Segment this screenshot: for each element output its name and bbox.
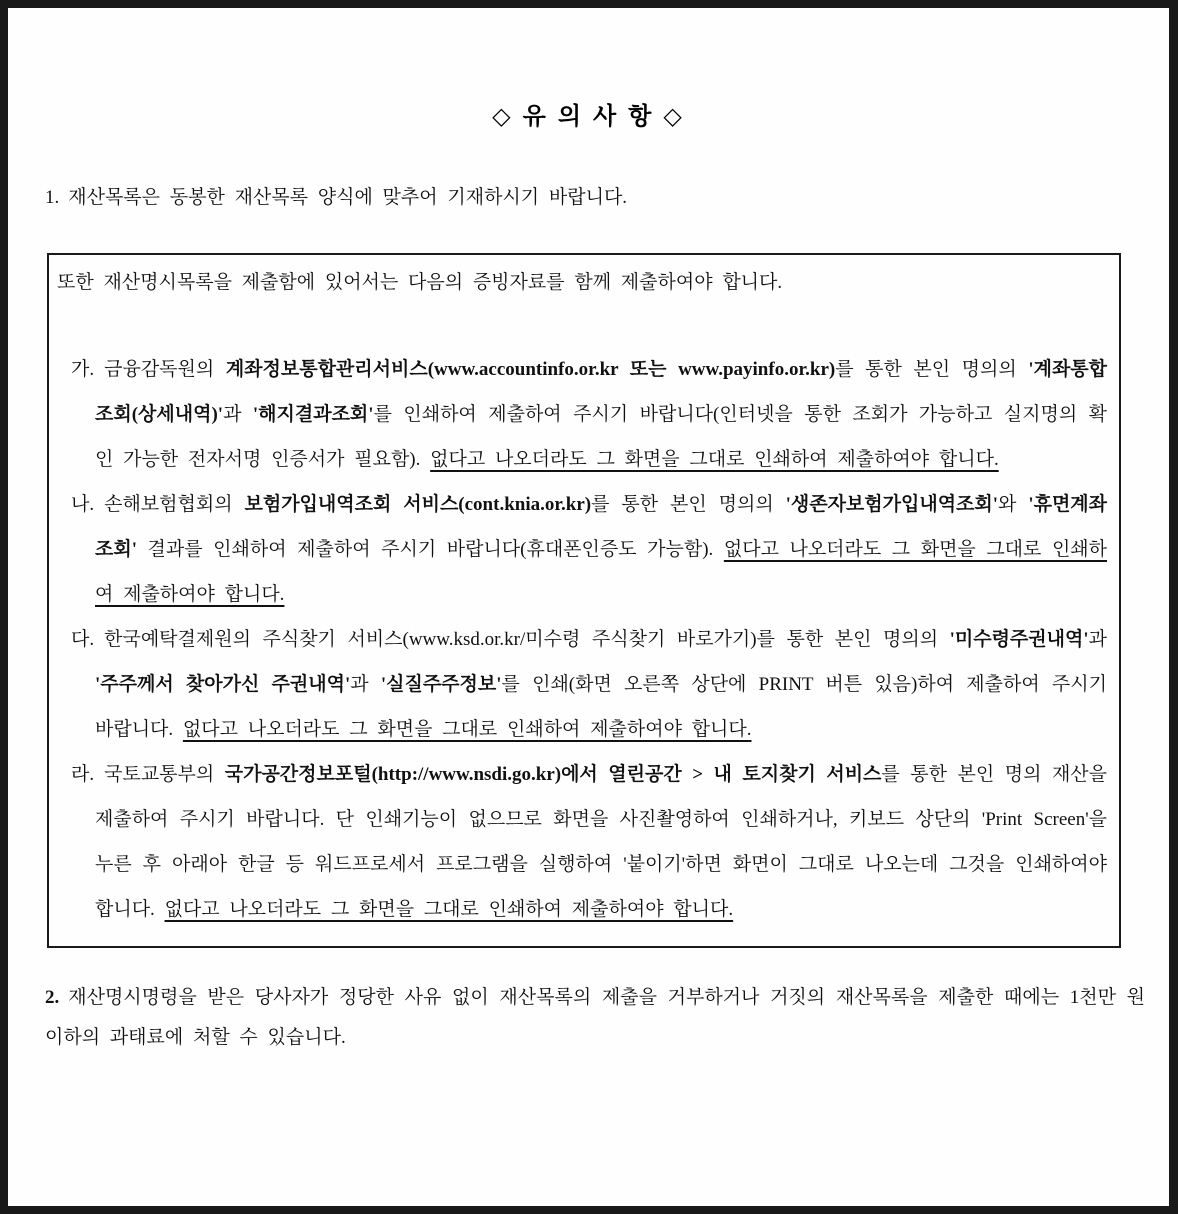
text-segment: '주주께서 찾아가신 주권내역' [95,674,351,695]
text-segment: 를 통한 본인 명의 재산을 제출하여 주시기 바랍니다. 단 인쇄기능이 없으므로 화면을 사진촬영하여 인쇄하거나, 키보드 상단의 'Print Screen'을 누른 후 아래아 한글 등 워드프로세서 프로그램을 실행하여 '붙이기'하면 화면이 그대로 나오는데 그것을 인쇄하여야 합니다. [95,764,1107,920]
text-segment: '미수령주권내역' [949,629,1089,650]
text-segment: '계좌통합조회(상세내역)' [95,359,1108,425]
notice-item-1 [57,347,1107,482]
paragraph-2 [45,978,1145,1058]
text-segment: 를 인쇄(화면 오른쪽 상단에 PRINT 버튼 있음)하여 제출하여 주시기 바랍니다. [95,674,1107,740]
text-segment: 과 [350,674,381,695]
text-segment: 국가공간정보포털(http://www.nsdi.go.kr)에서 열린공간 > 내 토지찾기 서비스 [224,764,882,785]
text-segment: '휴면계좌조회' [95,494,1108,560]
text-segment: 한국예탁결제원의 주식찾기 서비스(www.ksd.or.kr/미수령 주식찾기 바로가기)를 통한 본인 명의의 [104,629,950,650]
text-segment: 과 [1088,629,1107,650]
text-segment: 와 [998,494,1029,515]
text-segment: 국토교통부의 [104,764,225,785]
notice-item-4 [57,752,1107,932]
paragraph-2-text: 재산명시명령을 받은 당사자가 정당한 사유 없이 재산목록의 제출을 거부하거나 거짓의 재산목록을 제출한 때에는 1천만 원 이하의 과태료에 처할 수 있습니다. [45,987,1145,1048]
text-segment: 금융감독원의 [104,359,226,380]
text-segment: '해지결과조회' [252,404,374,425]
text-segment: 없다고 나오더라도 그 화면을 그대로 인쇄하여 제출하여야 합니다. [95,539,1108,605]
document-page [8,8,1169,1206]
notice-box [47,253,1121,948]
text-segment: 과 [223,404,253,425]
notice-item-marker: 나. [71,494,95,515]
notice-item-marker: 가. [71,359,95,380]
text-segment: 를 인쇄하여 제출하여 주시기 바랍니다(인터넷을 통한 조회가 가능하고 실지명의 확인 가능한 전자서명 인증서가 필요함). [95,404,1107,470]
notice-box-intro: 또한 재산명시목록을 제출함에 있어서는 다음의 증빙자료를 함께 제출하여야 합니다. [57,272,783,293]
paragraph-1 [45,183,1124,213]
text-segment: 결과를 인쇄하여 제출하여 주시기 바랍니다(휴대폰인증도 가능함). [137,539,724,560]
paragraph-2-number: 2. [45,987,60,1008]
notice-item-marker: 라. [71,764,95,785]
page-title: ◇ 유 의 사 항 ◇ [492,104,685,130]
notice-item-list [57,347,1107,932]
notice-item-3 [57,617,1107,752]
text-segment: 를 통한 본인 명의의 [835,359,1029,380]
text-segment: 손해보험협회의 [104,494,245,515]
text-segment: 보험가입내역조회 서비스(cont.knia.or.kr) [244,494,592,515]
notice-item-2 [57,482,1107,617]
text-segment: 를 통한 본인 명의의 [591,494,786,515]
text-segment: 없다고 나오더라도 그 화면을 그대로 인쇄하여 제출하여야 합니다. [430,449,999,470]
paragraph-1-text: 재산목록은 동봉한 재산목록 양식에 맞추어 기재하시기 바랍니다. [68,187,628,208]
text-segment: 없다고 나오더라도 그 화면을 그대로 인쇄하여 제출하여야 합니다. [164,899,734,920]
paragraph-1-number: 1. [45,187,60,208]
text-segment: '생존자보험가입내역조회' [785,494,999,515]
text-segment: 없다고 나오더라도 그 화면을 그대로 인쇄하여 제출하여야 합니다. [182,719,752,740]
notice-item-marker: 다. [71,629,95,650]
text-segment: '실질주주정보' [380,674,502,695]
text-segment: 계좌정보통합관리서비스(www.accountinfo.or.kr 또는 www.payinfo.or.kr) [225,359,836,380]
